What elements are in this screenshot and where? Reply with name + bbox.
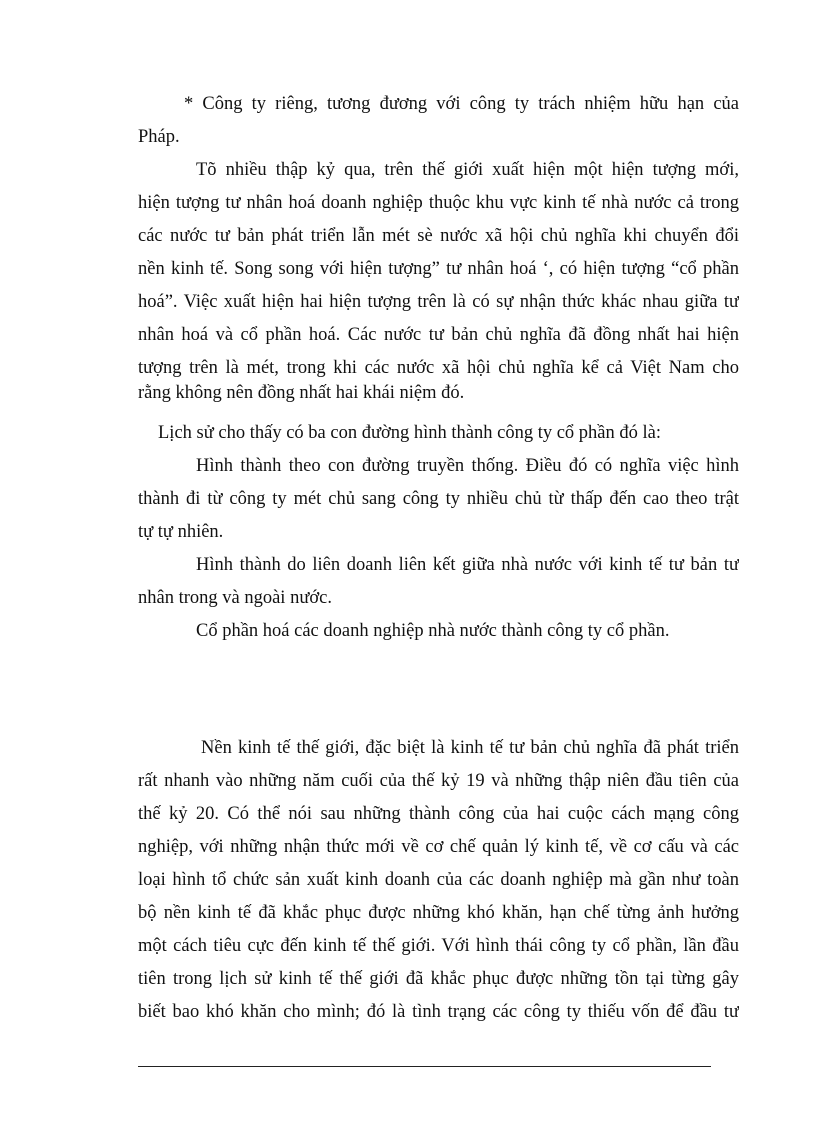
paragraph-2-line-5: hoá”. Việc xuất hiện hai hiện tượng trên là có sự nhận thức khác nhau giữa tư xyxy=(138,292,739,312)
paragraph-3-line-1: Lịch sử cho thấy có ba con đường hình thành công ty cổ phần đó là: xyxy=(158,423,662,443)
paragraph-7-line-9: biết bao khó khăn cho mình; đó là tình trạng các công ty thiếu vốn để đầu tư xyxy=(138,1002,739,1022)
paragraph-1-line-1: * Công ty riêng, tương đương với công ty trách nhiệm hữu hạn của xyxy=(184,94,739,114)
paragraph-4-line-1: Hình thành theo con đường truyền thống. Điều đó có nghĩa việc hình xyxy=(196,456,739,476)
paragraph-2-line-3: các nước tư bản phát triển lẫn mét sè nước xã hội chủ nghĩa khi chuyển đổi xyxy=(138,226,739,246)
paragraph-4-line-3: tự tự nhiên. xyxy=(138,522,224,542)
paragraph-2-line-8: rằng không nên đồng nhất hai khái niệm đó. xyxy=(138,383,465,403)
paragraph-7-line-5: loại hình tổ chức sản xuất kinh doanh của các doanh nghiệp mà gần như toàn xyxy=(138,870,739,890)
paragraph-7-line-7: một cách tiêu cực đến kinh tế thế giới. Với hình thái công ty cổ phần, lần đầu xyxy=(138,936,739,956)
paragraph-2-line-6: nhân hoá và cổ phần hoá. Các nước tư bản chủ nghĩa đã đồng nhất hai hiện xyxy=(138,325,739,345)
section-heading-line-1 xyxy=(134,662,741,695)
paragraph-7-line-6: bộ nền kinh tế đã khắc phục được những khó khăn, hạn chế từng ảnh hưởng xyxy=(138,903,739,923)
paragraph-7-line-3: thế kỷ 20. Có thể nói sau những thành công của hai cuộc cách mạng công xyxy=(138,804,739,824)
paragraph-2-line-2: hiện tượng tư nhân hoá doanh nghiệp thuộc khu vực kinh tế nhà nước cả trong xyxy=(138,193,739,213)
paragraph-4-line-2: thành đi từ công ty mét chủ sang công ty nhiều chủ từ thấp đến cao theo trật xyxy=(138,489,739,509)
paragraph-1-line-2: Pháp. xyxy=(138,127,180,147)
paragraph-7-line-8: tiên trong lịch sử kinh tế thế giới đã khắc phục được những tồn tại từng gây xyxy=(138,969,739,989)
paragraph-7-line-4: nghiệp, với những nhận thức mới về cơ chế quản lý kinh tế, về cơ cấu và các xyxy=(138,837,739,857)
paragraph-7-line-1: Nền kinh tế thế giới, đặc biệt là kinh tế tư bản chủ nghĩa đã phát triển xyxy=(201,738,739,758)
paragraph-5-line-1: Hình thành do liên doanh liên kết giữa nhà nước với kinh tế tư bản tư xyxy=(196,555,739,575)
paragraph-2-line-1: Tõ nhiều thập kỷ qua, trên thế giới xuất hiện một hiện tượng mới, xyxy=(196,160,739,180)
paragraph-2-line-7: tượng trên là mét, trong khi các nước xã hội chủ nghĩa kể cả Việt Nam cho xyxy=(138,358,739,378)
paragraph-6-line-1: Cổ phần hoá các doanh nghiệp nhà nước thành công ty cổ phần. xyxy=(196,621,670,641)
paragraph-2-line-4: nền kinh tế. Song song với hiện tượng” tư nhân hoá ‘, có hiện tượng “cổ phần xyxy=(138,259,739,279)
paragraph-7-line-2: rất nhanh vào những năm cuối của thế kỷ 19 và những thập niên đầu tiên của xyxy=(138,771,739,791)
footer-divider xyxy=(138,1066,711,1067)
section-heading-line-2 xyxy=(167,696,741,729)
paragraph-5-line-2: nhân trong và ngoài nước. xyxy=(138,588,332,608)
